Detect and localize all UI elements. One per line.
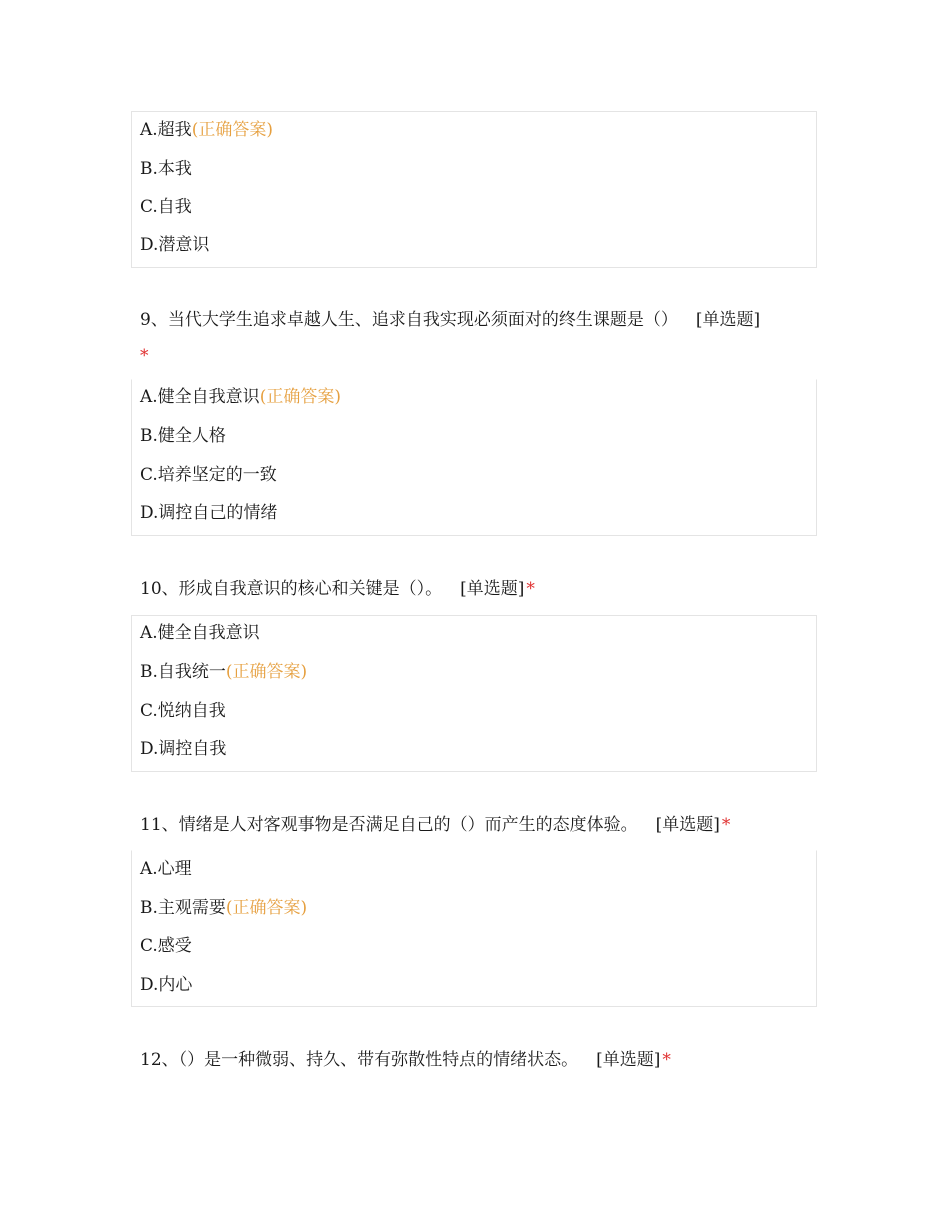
correct-answer-tag: (正确答案)	[225, 662, 308, 682]
option-label: C.培养坚定的一致	[140, 465, 277, 485]
option-q9-a[interactable]	[140, 386, 341, 408]
option-q11-c[interactable]	[140, 935, 192, 957]
question-11-title	[140, 813, 730, 837]
question-12-title	[140, 1048, 671, 1072]
option-q8-a[interactable]	[140, 119, 273, 141]
required-mark: *	[140, 346, 149, 366]
question-9-title	[140, 308, 760, 332]
option-label: D.调控自我	[140, 739, 227, 759]
question-type-label: [单选题]	[596, 1050, 661, 1070]
question-10-title	[140, 577, 535, 601]
option-label: C.感受	[140, 936, 192, 956]
option-label: A.超我	[140, 120, 192, 140]
option-label: D.潜意识	[140, 235, 210, 255]
option-label: C.自我	[140, 197, 192, 217]
option-label: C.悦纳自我	[140, 701, 226, 721]
question-text: 12、（）是一种微弱、持久、带有弥散性特点的情绪状态。	[140, 1050, 579, 1070]
question-text: 10、形成自我意识的核心和关键是（）。	[140, 579, 443, 599]
option-q11-b[interactable]	[140, 897, 307, 919]
option-label: B.自我统一	[140, 662, 226, 682]
question-type-label: [单选题]	[460, 579, 525, 599]
option-q10-a[interactable]	[140, 622, 260, 644]
option-q11-d[interactable]	[140, 974, 192, 996]
question-type-label: [单选题]	[655, 815, 720, 835]
question-text: 11、情绪是人对客观事物是否满足自己的（）而产生的态度体验。	[140, 815, 638, 835]
option-label: A.心理	[140, 859, 192, 879]
option-label: B.主观需要	[140, 898, 226, 918]
option-label: B.本我	[140, 159, 192, 179]
correct-answer-tag: (正确答案)	[191, 120, 273, 140]
option-q8-c[interactable]	[140, 196, 192, 218]
option-label: D.内心	[140, 975, 193, 995]
required-mark: *	[526, 579, 535, 599]
option-q10-d[interactable]	[140, 738, 226, 760]
options-box-q8	[131, 111, 817, 268]
option-q9-b[interactable]	[140, 425, 226, 447]
correct-answer-tag: (正确答案)	[225, 898, 308, 918]
option-q10-b[interactable]	[140, 661, 307, 683]
question-type-label: [单选题]	[695, 310, 761, 330]
required-mark: *	[721, 815, 731, 835]
options-box-q11	[131, 850, 817, 1007]
option-label: B.健全人格	[140, 426, 226, 446]
option-q8-b[interactable]	[140, 158, 192, 180]
option-q9-d[interactable]	[140, 502, 277, 524]
options-box-q9	[131, 379, 817, 536]
option-label: D.调控自己的情绪	[140, 503, 278, 523]
option-q10-c[interactable]	[140, 700, 226, 722]
required-mark: *	[662, 1050, 671, 1070]
question-text: 9、当代大学生追求卓越人生、追求自我实现必须面对的终生课题是（）	[140, 310, 678, 330]
option-label: A.健全自我意识	[140, 387, 260, 407]
option-label: A.健全自我意识	[140, 623, 260, 643]
options-box-q10	[131, 615, 817, 772]
option-q11-a[interactable]	[140, 858, 192, 880]
correct-answer-tag: (正确答案)	[259, 387, 341, 407]
option-q9-c[interactable]	[140, 464, 277, 486]
option-q8-d[interactable]	[140, 234, 209, 256]
